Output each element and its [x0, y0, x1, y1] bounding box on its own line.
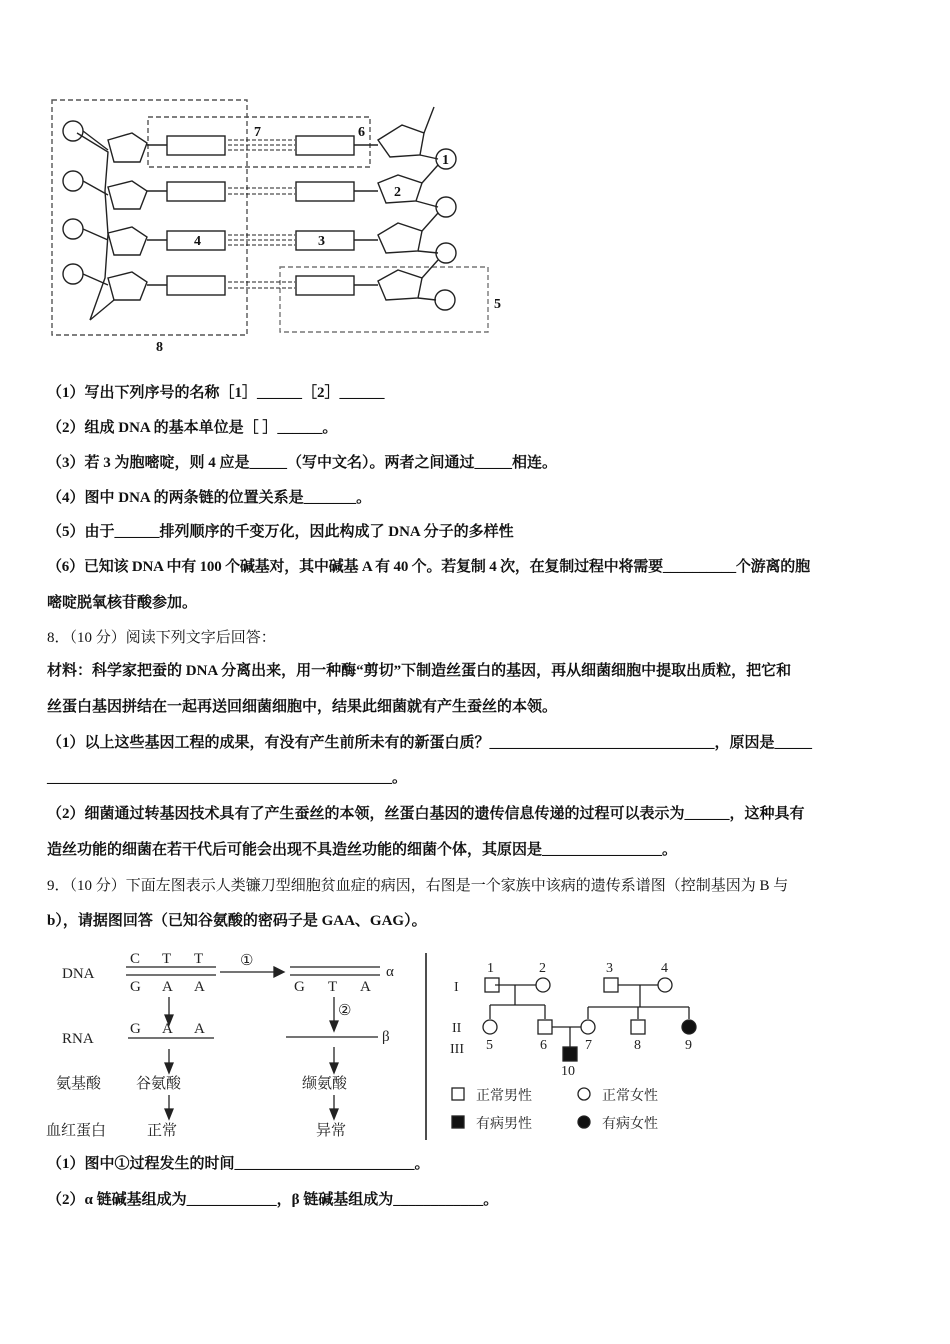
legend-affected-male-icon — [452, 1116, 464, 1128]
individual-id: 8 — [634, 1038, 641, 1053]
individual-id: 6 — [540, 1038, 547, 1053]
q7-part4: （4）图中 DNA 的两条链的位置关系是_______。 — [47, 490, 372, 506]
q8-material-line1: 材料：科学家把蚕的 DNA 分离出来，用一种酶“剪切”下制造丝蛋白的基因，再从细菌细胞中提取出质粒，把它和 — [47, 663, 792, 679]
q8-part1-line2: ______________________________________________。 — [47, 770, 408, 786]
sickle-cell-figure — [44, 945, 704, 1145]
normal-male-8 — [631, 1020, 645, 1034]
affected-male-10 — [563, 1047, 577, 1061]
legend-normal-male-icon — [452, 1088, 464, 1100]
individual-id: 2 — [539, 961, 546, 976]
q8-heading: 8．（10 分）阅读下列文字后回答： — [47, 630, 276, 646]
sugar — [378, 223, 422, 253]
individual-id: 5 — [486, 1038, 493, 1053]
rna-base: A — [162, 1021, 173, 1037]
label-4: 4 — [194, 234, 201, 249]
normal-male-3 — [604, 978, 618, 992]
step-1-label: ① — [240, 953, 254, 969]
phosphate — [63, 219, 83, 239]
legend-affected-female-icon — [578, 1116, 590, 1128]
normal-female-5 — [483, 1020, 497, 1034]
label-2: 2 — [394, 185, 401, 200]
phosphate — [436, 197, 456, 217]
dna-label: DNA — [62, 966, 95, 982]
q7-part3: （3）若 3 为胞嘧啶，则 4 应是_____（写中文名）。两者之间通过_____相连。 — [47, 455, 558, 471]
legend-normal-female: 正常女性 — [602, 1089, 658, 1104]
base — [296, 182, 354, 201]
rna-base: A — [194, 1021, 205, 1037]
label-7: 7 — [254, 125, 261, 140]
alpha-label: α — [386, 964, 394, 980]
legend-affected-male: 有病男性 — [476, 1117, 532, 1132]
phosphate — [63, 264, 83, 284]
sugar — [378, 270, 422, 300]
q8-material-line2: 丝蛋白基因拼结在一起再送回细菌细胞中，结果此细菌就有产生蚕丝的本领。 — [47, 699, 558, 715]
sugar — [378, 125, 424, 157]
label-3: 3 — [318, 234, 325, 249]
dna-bottom-base: A — [162, 979, 173, 995]
q7-part5: （5）由于______排列顺序的千变万化，因此构成了 DNA 分子的多样性 — [47, 524, 514, 540]
step-2-label: ② — [338, 1003, 352, 1019]
valine-label: 缬氨酸 — [302, 1076, 348, 1092]
q7-part1: （1）写出下列序号的名称［1］______［2］______ — [47, 385, 385, 401]
base — [167, 136, 225, 155]
individual-id: 7 — [585, 1038, 592, 1053]
base-6 — [296, 136, 354, 155]
base — [167, 182, 225, 201]
base-3 — [296, 231, 354, 250]
generation-1-label: I — [454, 980, 459, 995]
q8-part2-line2: 造丝功能的细菌在若干代后可能会出现不具造丝功能的细菌个体，其原因是________________。 — [47, 842, 678, 858]
q8-part2-line1: （2）细菌通过转基因技术具有了产生蚕丝的本领，丝蛋白基因的遗传信息传递的过程可以表示为______，这种具有 — [47, 806, 805, 822]
q7-part2: （2）组成 DNA 的基本单位是［ ］______。 — [47, 420, 338, 436]
base — [296, 276, 354, 295]
dna-structure-figure — [40, 95, 520, 360]
q9-part2: （2）α 链碱基组成为____________，β 链碱基组成为____________。 — [47, 1192, 499, 1208]
box-5 — [280, 267, 488, 332]
phosphate — [436, 243, 456, 263]
label-5: 5 — [494, 297, 501, 312]
dna-top-base: C — [130, 951, 141, 967]
base — [167, 276, 225, 295]
label-1: 1 — [442, 153, 449, 168]
legend-affected-female: 有病女性 — [602, 1117, 658, 1132]
q7-part6-line2: 嘧啶脱氧核苷酸参加。 — [47, 595, 198, 611]
glutamic-acid-label: 谷氨酸 — [136, 1076, 182, 1092]
dna-top-base: T — [162, 951, 172, 967]
mutant-base: T — [328, 979, 338, 995]
individual-id: 9 — [685, 1038, 692, 1053]
individual-id: 4 — [661, 961, 668, 976]
legend-normal-male: 正常男性 — [476, 1089, 532, 1104]
individual-id: 3 — [606, 961, 613, 976]
sugar — [108, 227, 147, 255]
individual-id: 10 — [561, 1064, 575, 1079]
affected-female-9 — [682, 1020, 696, 1034]
q8-part1-line1: （1）以上这些基因工程的成果，有没有产生前所未有的新蛋白质？______________________________，原因是_____ — [47, 735, 813, 751]
hemoglobin-label: 血红蛋白 — [46, 1123, 107, 1139]
q9-heading-line1: 9．（10 分）下面左图表示人类镰刀型细胞贫血症的病因，右图是一个家族中该病的遗传系谱图（控制基因为 B 与 — [47, 878, 789, 894]
mutant-base: A — [360, 979, 371, 995]
generation-2-label: II — [452, 1021, 462, 1036]
normal-label: 正常 — [147, 1123, 178, 1139]
abnormal-label: 异常 — [316, 1123, 347, 1139]
generation-3-label: III — [450, 1042, 464, 1057]
normal-female-7 — [581, 1020, 595, 1034]
q9-heading-line2: b），请据图回答（已知谷氨酸的密码子是 GAA、GAG）。 — [47, 913, 427, 929]
mutant-base: G — [294, 979, 305, 995]
label-8: 8 — [156, 340, 163, 355]
normal-female-2 — [536, 978, 550, 992]
amino-acid-label: 氨基酸 — [56, 1076, 102, 1092]
label-6: 6 — [358, 125, 365, 140]
dna-top-base: T — [194, 951, 204, 967]
phosphate — [63, 121, 83, 141]
sugar — [108, 133, 147, 162]
dna-bottom-base: G — [130, 979, 141, 995]
normal-male-6 — [538, 1020, 552, 1034]
rna-label: RNA — [62, 1031, 94, 1047]
beta-label: β — [382, 1029, 390, 1045]
legend-normal-female-icon — [578, 1088, 590, 1100]
dna-bottom-base: A — [194, 979, 205, 995]
sugar — [108, 181, 147, 209]
rna-base: G — [130, 1021, 141, 1037]
normal-female-4 — [658, 978, 672, 992]
phosphate — [435, 290, 455, 310]
phosphate — [63, 171, 83, 191]
q9-part1: （1）图中①过程发生的时间________________________。 — [47, 1156, 430, 1172]
q7-part6-line1: （6）已知该 DNA 中有 100 个碱基对，其中碱基 A 有 40 个。若复制 4 次，在复制过程中将需要__________个游离的胞 — [47, 559, 810, 575]
individual-id: 1 — [487, 961, 494, 976]
sugar — [108, 272, 147, 300]
